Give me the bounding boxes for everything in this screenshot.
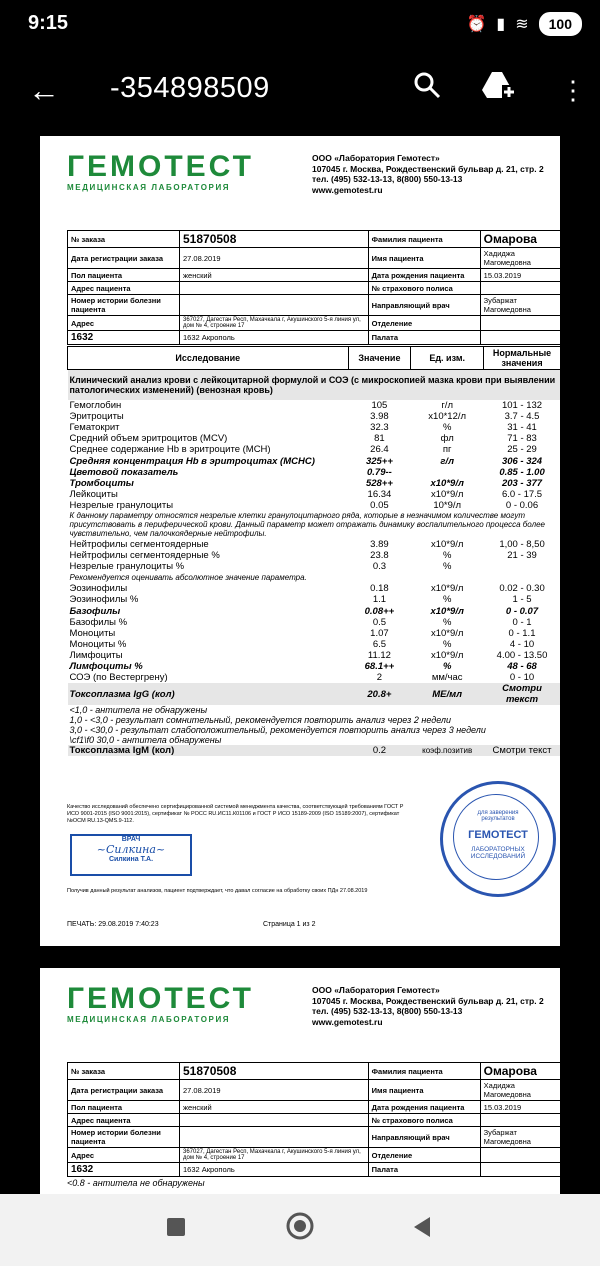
status-bar bbox=[0, 0, 600, 50]
clock: 9:15 bbox=[28, 12, 69, 34]
print-date: ПЕЧАТЬ: 29.08.2019 7:40:23 bbox=[67, 921, 159, 928]
wifi-icon: ≋ bbox=[515, 16, 529, 33]
results-table: Исследование Значение Ед. изм. Нормальные значения Клинический анализ крови с лейкоцитарной формулой и СОЭ (с микроскопией мазка крови при выявлении патологических изменений) (венозная кровь) Гемоглобин 105 г/л 101 - 132 Эритроциты 3.98 x10*12/л 3.7 - 4.5 Гематокрит 32.3 % 31 - 41 Средний объем эритроцитов (MCV) 81 фл 71 - 83 Среднее содержание Hb в эритроците (MCH) 26.4 пг 25 - 29 Средняя концентрация Hb в эритроцитах (MCHC) 325++ г/л 306 - 324 Цветовой показатель 0.79-- 0.85 - 1.00 Тромбоциты 528++ x10*9/л 203 - 377 Лейкоциты 16.34 x10*9/л 6.0 - 17.5 Незрелые гранулоциты 0.05 10*9/л 0 - 0.06 К данному параметру относятся незрелые клетки гранулоцитарного ряда, которые в незначимом количестве могут присутствовать в периферической крови. Данный параметр может отражать динамику воспалительного процесса более чувствительно, чем палочкоядерные нейтрофилы. Нейтрофилы сегментоядерные 3.89 x10*9/л 1,00 - 8,50 Нейтрофилы сегментоядерные % 23.8 % 21 - 39 Незрелые гранулоциты % 0.3 % Рекомендуется оценивать абсолютное значение параметра. Эозинофилы 0.18 x10*9/л 0.02 - 0.30 Эозинофилы % 1.1 % 1 - 5 Базофилы 0.08++ x10*9/л 0 - 0.07 Базофилы % 0.5 % 0 - 1 Моноциты 1.07 x10*9/л 0 - 1.1 Моноциты % 6.5 % 4 - 10 Лимфоциты 11.12 x10*9/л 4.00 - 13.50 Лимфоциты % 68.1++ % 48 - 68 СОЭ (по Вестергрену) 2 мм/час 0 - 10 Токсоплазма IgG (кол) 20.8+ МЕ/мл Смотри текст <1,0 - антитела не обнаружены 1,0 - <3,0 - результат сомнительный, рекомендуется повторить анализ через 2 недели 3,0 - <30,0 - результат слабоположительный, рекомендуется повторить анализ через 3 недели \cf1\f0 30,0 - антитела обнаружены Токсоплазма IgM (кол) 0.2 коэф.позитив Смотри текст bbox=[67, 346, 560, 756]
result-row: Среднее содержание Hb в эритроците (MCH) 26.4 пг 25 - 29 bbox=[69, 444, 537, 456]
result-row: СОЭ (по Вестергрену) 2 мм/час 0 - 10 bbox=[69, 672, 535, 684]
result-row: Средняя концентрация Hb в эритроцитах (MCHC) 325++ г/л 306 - 324 bbox=[69, 455, 543, 467]
lab-address: ООО «Лаборатория Гемотест» 107045 г. Москва, Рождественский бульвар д. 21, стр. 2 тел. (495) 532-13-13, 8(800) 550-13-13 www.gemotest.ru bbox=[312, 153, 544, 195]
result-row: Эозинофилы 0.18 x10*9/л 0.02 - 0.30 bbox=[69, 583, 545, 595]
doctor-stamp: ВРАЧ ~Силкина~ Силкина Т.А. bbox=[70, 834, 192, 876]
result-row: Цветовой показатель 0.79-- 0.85 - 1.00 bbox=[69, 466, 545, 478]
result-row: Средний объем эритроцитов (MCV) 81 фл 71 - 83 bbox=[69, 433, 537, 445]
result-row: Эритроциты 3.98 x10*12/л 3.7 - 4.5 bbox=[69, 411, 540, 423]
result-row: Моноциты 1.07 x10*9/л 0 - 1.1 bbox=[69, 627, 536, 639]
app-bar bbox=[0, 50, 600, 130]
result-row: Гематокрит 32.3 % 31 - 41 bbox=[69, 422, 537, 434]
alarm-icon: ⏰ bbox=[466, 16, 487, 33]
result-row: Моноциты % 6.5 % 4 - 10 bbox=[69, 638, 535, 650]
home-circle-icon[interactable] bbox=[286, 1212, 314, 1247]
add-to-drive-icon[interactable] bbox=[482, 70, 516, 111]
result-row: Лимфоциты 11.12 x10*9/л 4.00 - 13.50 bbox=[69, 649, 548, 661]
lab-logo: ГЕМОТЕСТ МЕДИЦИНСКАЯ ЛАБОРАТОРИЯ bbox=[67, 982, 254, 1024]
signature: ~Силкина~ bbox=[96, 843, 166, 856]
signal-icon: ▮ bbox=[496, 16, 506, 33]
consent-text: Получив данный результат анализов, пациент подтверждает, что давал согласие на обработку своих ПДн 27.08.2019 bbox=[67, 888, 368, 894]
result-row: Тромбоциты 528++ x10*9/л 203 - 377 bbox=[69, 477, 543, 489]
page-number: Страница 1 из 2 bbox=[263, 921, 316, 928]
result-row: Нейтрофилы сегментоядерные % 23.8 % 21 - 39 bbox=[69, 550, 537, 562]
recents-square-icon[interactable] bbox=[166, 1216, 186, 1244]
result-row: Лимфоциты % 68.1++ % 48 - 68 bbox=[69, 661, 537, 673]
battery-icon: 100 bbox=[539, 12, 582, 36]
document-page-2 bbox=[40, 968, 560, 1194]
back-arrow-icon[interactable]: ← bbox=[28, 72, 60, 108]
document-title: -354898509 bbox=[110, 72, 270, 104]
page2-text: <0.8 - антитела не обнаружены bbox=[67, 1178, 205, 1188]
document-page-1 bbox=[40, 136, 560, 946]
system-nav-bar bbox=[0, 1194, 600, 1266]
result-row: Незрелые гранулоциты % 0.3 % bbox=[69, 561, 452, 573]
result-row: Гемоглобин 105 г/л 101 - 132 bbox=[69, 400, 543, 412]
result-row: Базофилы % 0.5 % 0 - 1 bbox=[69, 616, 532, 628]
result-row: Незрелые гранулоциты 0.05 10*9/л 0 - 0.06 bbox=[69, 499, 539, 511]
result-row: Эозинофилы % 1.1 % 1 - 5 bbox=[69, 594, 532, 606]
patient-info-table: № заказа 51870508 Фамилия пациента Омарова Дата регистрации заказа 27.08.2019 Имя пациента Хадиджа Магомедовна Пол пациента женский Дата рождения пациента 15.03.2019 Адрес пациента № страхового полиса Номер истории болезни пациента Направляющий врач Зубаржат Магомедовна Адрес 367027, Дагестан Респ, Махачкала г, Акушинского 5-я линия ул, дом № 4, строение 17 Отделение 1632 1632 Акрополь Палата bbox=[67, 1062, 560, 1177]
lab-logo: ГЕМОТЕСТ МЕДИЦИНСКАЯ ЛАБОРАТОРИЯ bbox=[67, 150, 254, 192]
patient-info-table: № заказа 51870508 Фамилия пациента Омарова Дата регистрации заказа 27.08.2019 Имя пациента Хадиджа Магомедовна Пол пациента женский Дата рождения пациента 15.03.2019 Адрес пациента № страхового полиса Номер истории болезни пациента Направляющий врач Зубаржат Магомедовна Адрес 367027, Дагестан Респ, Махачкала г, Акушинского 5-я линия ул, дом № 4, строение 17 Отделение 1632 1632 Акрополь Палата bbox=[67, 230, 560, 345]
result-row: Нейтрофилы сегментоядерные 3.89 x10*9/л 1,00 - 8,50 bbox=[69, 538, 545, 550]
lab-address: ООО «Лаборатория Гемотест» 107045 г. Москва, Рождественский бульвар д. 21, стр. 2 тел. (495) 532-13-13, 8(800) 550-13-13 www.gemotest.ru bbox=[312, 985, 544, 1027]
back-triangle-icon[interactable] bbox=[412, 1216, 432, 1245]
more-options-icon[interactable]: ⋮ bbox=[560, 75, 586, 105]
quality-note: Качество исследований обеспечено сертифицированной системой менеджмента качества, соответствующей требованиям ГОСТ Р ИСО 9001-2015 (ISO 9001:2015), сертификат № РОСС RU.ИС11.К01106 и ГОСТ Р ИСО 15189-2009 (ISO 15189:2007), сертификат №ОСМ RU.13-QMS.9-112. bbox=[67, 804, 404, 824]
result-row: Лейкоциты 16.34 x10*9/л 6.0 - 17.5 bbox=[69, 488, 543, 500]
search-icon[interactable] bbox=[412, 70, 442, 111]
lab-seal: для заверения результатов ГЕМОТЕСТ ЛАБОРАТОРНЫХ ИССЛЕДОВАНИЙ bbox=[440, 781, 556, 897]
result-row: Базофилы 0.08++ x10*9/л 0 - 0.07 bbox=[69, 605, 539, 617]
